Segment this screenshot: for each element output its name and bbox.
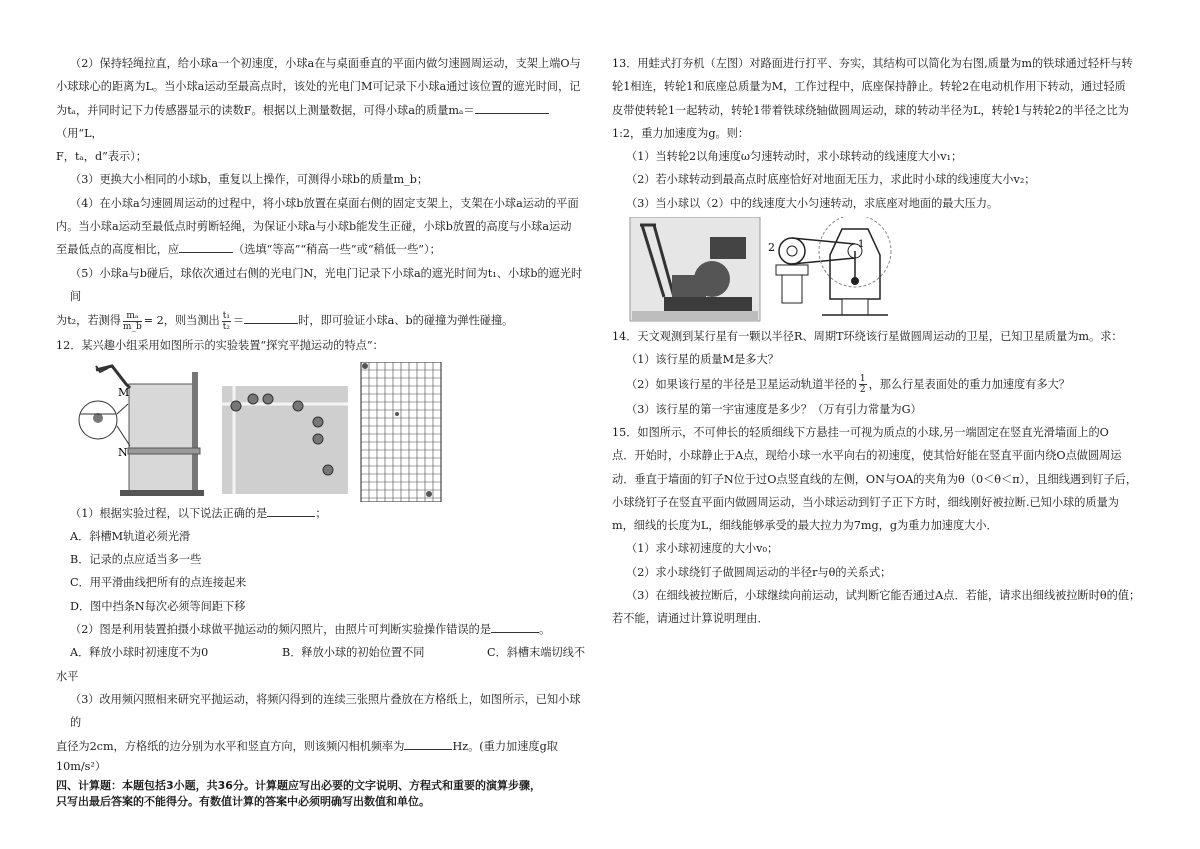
- text: 为tₐ，并同时记下力传感器显示的读数F。根据以上测量数据，可得小球a的质量mₐ＝: [56, 103, 475, 117]
- q12-option-C: C．用平滑曲线把所有的点连接起来: [70, 576, 247, 590]
- q12-option-B: B．记录的点应适当多一些: [70, 553, 202, 567]
- text: （选填“等高”“稍高一些”或“稍低一些”）；: [233, 243, 441, 257]
- section4-heading: 四、计算题：本题包括3小题，共36分。计算题应写出必要的文字说明、方程式和重要的演算步骤，: [56, 778, 541, 792]
- text: 。: [539, 623, 551, 637]
- text: Hz。(重力加速度g取: [452, 739, 558, 753]
- q15-line3: 动．垂直于墙面的钉子N位于过O点竖直线的左侧，ON与OA的夹角为θ（0＜θ＜π），且细线遇到钉子后，: [612, 472, 1138, 486]
- q13-line4: 1:2，重力加速度为g。则：: [612, 126, 750, 140]
- ball-icon: [426, 491, 432, 497]
- q11-part3: （3）更换大小相同的小球b，重复以上操作，可测得小球b的质量m_b；: [70, 173, 429, 187]
- right-column: [612, 52, 1149, 631]
- q11-part2-line1: （2）保持轻绳拉直，给小球a一个初速度，小球a在与桌面垂直的平面内做匀速圆周运动，支架上端O与: [70, 57, 581, 70]
- q13-line1: 13．用蛙式打夯机（左图）对路面进行打平、夯实，其结构可以简化为右图,质量为m的铁球通过轻杆与转: [612, 57, 1133, 70]
- strobe-photo: [222, 386, 348, 494]
- q12-part3-line2: [56, 735, 591, 758]
- q12-option-A: A．斜槽M轨道必须光滑: [70, 529, 191, 543]
- apparatus-diagram: [79, 366, 204, 496]
- answer-blank: [475, 101, 549, 114]
- base-block: [842, 299, 868, 315]
- tamper-diagram: [768, 217, 891, 315]
- q11-part4-line2: 内。当小球a运动至最低点时剪断轻绳，为保证小球a与小球b能发生正碰，小球b放置的高度与小球a运动: [56, 220, 572, 234]
- iron-ball: [851, 277, 859, 285]
- grid-paper: [361, 362, 441, 502]
- q13-part1: （1）当转轮2以角速度ω匀速转动时，求小球转动的线速度大小v₁；: [626, 150, 963, 164]
- q14-title: 14．天文观测到某行星有一颗以半径R、周期T环绕该行星做圆周运动的卫星，已知卫星质量为m。求：: [612, 330, 1123, 344]
- text: 直径为2cm，方格纸的边分别为水平和竖直方向，则该频闪相机频率为: [56, 739, 405, 753]
- ball-icon: [293, 401, 303, 411]
- numerator: mₐ: [123, 311, 142, 322]
- incline-track: [96, 366, 130, 388]
- q15-line2: 点．开始时，小球静止于A点，现给小球一水平向右的初速度，使其恰好能在竖直平面内绕O点做圆周运: [612, 449, 1122, 463]
- photo-bg: [222, 386, 348, 494]
- ball-icon: [313, 417, 323, 427]
- stand-pole: [192, 372, 198, 494]
- ball-icon: [323, 465, 333, 475]
- q15-part3-line2: 若不能，请通过计算说明理由．: [612, 612, 769, 626]
- q13-part3: （3）当小球以（2）中的线速度大小匀速转动，求底座对地面的最大压力。: [626, 196, 999, 210]
- q11-part2-line4: F，tₐ，d”表示）；: [56, 150, 147, 164]
- numerator: t₁: [222, 310, 230, 321]
- label-N: N: [118, 445, 128, 459]
- q13-line3: 皮带使转轮1一起转动，转轮1带着铁球绕轴做圆周运动，球的转动半径为L，转轮1与转轮2的半径之比为: [612, 103, 1129, 117]
- text: ＝: [232, 314, 245, 328]
- answer-blank: [267, 504, 315, 517]
- q15-line1: 15．如图所示，不可伸长的轻质细线下方悬挂一可视为质点的小球,另一端固定在竖直光滑墙面上的O: [612, 425, 1109, 439]
- text: ；: [315, 506, 327, 520]
- denominator: 2: [859, 385, 866, 396]
- section4-heading-line2: 只写出最后答案的不能得分。有数值计算的答案中必须明确写出数值和单位。: [56, 794, 430, 808]
- pointer-line: [117, 404, 128, 414]
- text: 为t₂，若测得: [56, 314, 121, 328]
- ground: [632, 311, 758, 321]
- text: ，那么行星表面处的重力加速度有多大？: [868, 377, 1070, 391]
- label-2: 2: [768, 241, 775, 255]
- q11-part2-line3: [56, 99, 591, 146]
- base-plate: [664, 297, 752, 311]
- q12-part2-option-C-cont: 水平: [56, 669, 79, 683]
- q15-part2: （2）求小球绕钉子做圆周运动的半径r与θ的关系式；: [626, 565, 892, 579]
- tamper-photo: [630, 217, 760, 321]
- denominator: m_b: [122, 321, 142, 332]
- q15-part3: （3）在细线被拉断后，小球继续向前运动，试判断它能否通过A点．若能，请求出细线被拉断时θ的值；: [626, 589, 1141, 603]
- q11-part4-line3: [56, 238, 591, 261]
- answer-blank: [244, 311, 298, 324]
- ball-icon: [263, 394, 273, 404]
- motor-base: [782, 275, 802, 303]
- text: = 2，则当测出: [143, 314, 220, 328]
- q14-part2: [612, 372, 1149, 398]
- pointer-line: [117, 426, 130, 446]
- q15-line4: 小球绕钉子在竖直平面内做圆周运动，当小球运动到钉子正下方时，细线刚好被拉断.已知小球的质量为: [612, 495, 1119, 509]
- q13-figures: [612, 217, 1149, 325]
- option-B: B．释放小球的初始位置不同: [282, 646, 425, 660]
- ball-icon: [313, 434, 323, 444]
- answer-blank: [179, 240, 233, 253]
- fraction-ma-mb: [123, 311, 142, 332]
- fraction-one-half: [859, 374, 867, 395]
- q13-line2: 轮1相连，转轮1和底座总质量为M，工作过程中，底座保持静止。转轮2在电动机作用下转动，通过轻质: [612, 80, 1126, 94]
- q15-part1: （1）求小球初速度的大小v₀；: [626, 542, 779, 556]
- backboard: [129, 384, 193, 494]
- answer-blank: [491, 620, 539, 633]
- q14-part1: （1）该行星的质量M是多大？: [626, 353, 779, 367]
- ball-icon: [362, 363, 368, 369]
- label-1: 1: [858, 239, 865, 251]
- label-M: M: [118, 385, 130, 399]
- answer-blank: [404, 737, 452, 750]
- q12-option-D: D．图中挡条N每次必须等间距下移: [70, 599, 246, 613]
- q12-figures: [56, 362, 591, 502]
- q13-figures-svg: [612, 217, 1149, 325]
- q11-part4-line1: （4）在小球a匀速圆周运动的过程中，将小球b放置在桌面右侧的固定支架上，支架在小球a运动的平面: [70, 196, 579, 210]
- q11-part5-line2: [56, 308, 591, 334]
- left-column: [56, 52, 591, 810]
- q11-part2-line2: 小球球心的距离为L。当小球a运动至最高点时，该处的光电门M可记录下小球a通过该位置的遮光时间，记: [56, 80, 581, 94]
- text: （用“L，: [56, 126, 103, 140]
- q12-part2-options: [56, 641, 591, 664]
- motor: [672, 275, 706, 297]
- q12-part3-line1: （3）改用频闪照相来研究平抛运动，将频闪得到的连续三张照片叠放在方格纸上，如图所示，已知小球的: [70, 692, 581, 730]
- baffle-N: [128, 448, 200, 454]
- option-A: A．释放小球时初速度不为0: [70, 646, 209, 660]
- q14-part3: （3）该行星的第一宇宙速度是多少？（万有引力常量为G）: [626, 402, 922, 416]
- text: （2）如果该行星的半径是卫星运动轨道半径的: [626, 377, 857, 391]
- option-C: C．斜槽末端切线不: [487, 646, 586, 660]
- text: 时，即可验证小球a、b的碰撞为弹性碰撞。: [298, 314, 514, 328]
- q12-figures-svg: [56, 362, 591, 502]
- text: （1）根据实验过程，以下说法正确的是: [70, 506, 268, 520]
- denominator: t₂: [222, 321, 230, 332]
- numerator: 1: [859, 374, 866, 385]
- motor-mount: [776, 265, 808, 275]
- q12-part1: [56, 502, 591, 525]
- q15-line5: m，细线的长度为L，细线能够承受的最大拉力为7mg，g为重力加速度大小．: [612, 519, 998, 533]
- text: （2）图是利用装置拍摄小球做平抛运动的频闪照片，由照片可判断实验操作错误的是: [70, 623, 492, 637]
- q13-part2: （2）若小球转动到最高点时底座恰好对地面无压力，求此时小球的线速度大小v₂；: [626, 173, 1036, 187]
- hopper: [710, 237, 746, 259]
- q11-part5-line1: （5）小球a与b碰后，球依次通过右侧的光电门N，光电门记录下小球a的遮光时间为t₁、小球b的遮光时间: [70, 266, 583, 303]
- axle-2: [787, 246, 797, 256]
- base: [120, 490, 204, 496]
- ball-icon: [231, 401, 241, 411]
- q12-part3-line3: 10m/s²）: [56, 759, 107, 773]
- q12-title: 12．某兴趣小组采用如图所示的实验装置“探究平抛运动的特点”：: [56, 339, 384, 353]
- q12-part2: [56, 618, 591, 641]
- fraction-t1-t2: [222, 311, 231, 332]
- ball-icon: [248, 394, 258, 404]
- ball-icon: [395, 412, 399, 416]
- text: 至最低点的高度相比，应: [56, 243, 180, 257]
